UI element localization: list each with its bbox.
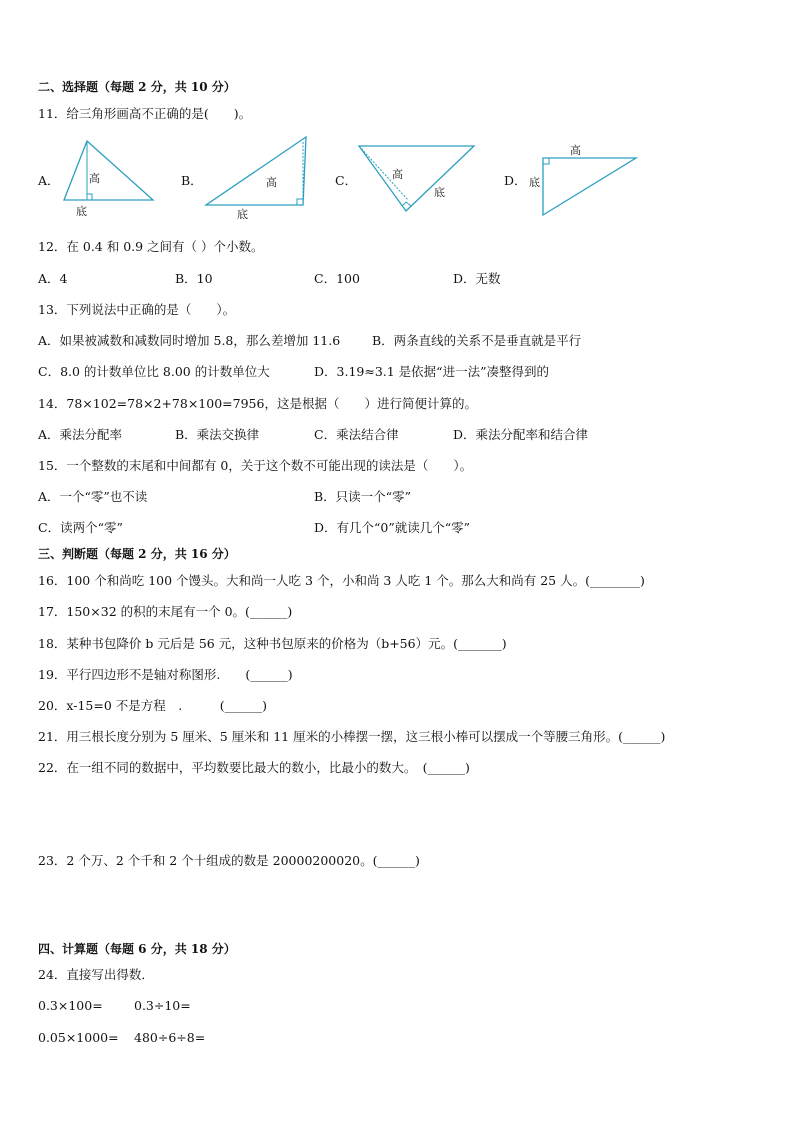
question-12-stem: 12．在 0.4 和 0.9 之间有（ ）个小数。 bbox=[38, 239, 264, 254]
q11-option-a-triangle bbox=[60, 138, 160, 220]
section-heading-calc: 四、计算题（每题 6 分，共 18 分） bbox=[38, 942, 236, 956]
q13-option-c[interactable]: C．8.0 的计数单位比 8.00 的计数单位大 bbox=[38, 364, 270, 379]
calc-item-3: 0.05×1000= bbox=[38, 1030, 119, 1045]
calc-item-4: 480÷6÷8= bbox=[134, 1030, 206, 1045]
q15-option-d[interactable]: D．有几个“0”就读几个“零” bbox=[314, 520, 471, 535]
question-19: 19．平行四边形不是轴对称图形. (______) bbox=[38, 667, 293, 682]
q14-option-c[interactable]: C．乘法结合律 bbox=[314, 427, 399, 442]
question-23: 23．2 个万、2 个千和 2 个十组成的数是 20000200020。(______) bbox=[38, 853, 420, 868]
q12-option-b[interactable]: B．10 bbox=[175, 271, 213, 286]
q11-option-d-label[interactable]: D． bbox=[504, 173, 527, 188]
q11-d-height-text: 高 bbox=[570, 144, 581, 157]
question-22: 22．在一组不同的数据中，平均数要比最大的数小，比最小的数大。 (______) bbox=[38, 760, 470, 775]
calc-item-2: 0.3÷10= bbox=[134, 998, 191, 1013]
q11-c-height-text: 高 bbox=[392, 168, 403, 181]
section-heading-judge: 三、判断题（每题 2 分，共 16 分） bbox=[38, 547, 236, 561]
q11-option-b-triangle bbox=[202, 134, 312, 222]
q14-option-b[interactable]: B．乘法交换律 bbox=[175, 427, 260, 442]
question-21: 21．用三根长度分别为 5 厘米、5 厘米和 11 厘米的小棒摆一摆，这三根小棒可以摆成一个等腰三角形。(______) bbox=[38, 729, 666, 744]
q15-option-a[interactable]: A．一个“零”也不读 bbox=[38, 489, 148, 504]
q11-option-b-label[interactable]: B． bbox=[181, 173, 203, 188]
question-17: 17．150×32 的积的末尾有一个 0。(______) bbox=[38, 604, 293, 619]
calc-item-1: 0.3×100= bbox=[38, 998, 103, 1013]
q13-option-a[interactable]: A．如果被减数和减数同时增加 5.8，那么差增加 11.6 bbox=[38, 333, 341, 348]
q12-option-d[interactable]: D．无数 bbox=[453, 271, 501, 286]
question-24-stem: 24．直接写出得数． bbox=[38, 967, 154, 982]
q15-option-c[interactable]: C．读两个“零” bbox=[38, 520, 123, 535]
q11-option-c-label[interactable]: C． bbox=[335, 173, 358, 188]
q11-a-height-text: 高 bbox=[89, 172, 100, 185]
question-13-stem: 13．下列说法中正确的是（ ）。 bbox=[38, 302, 236, 317]
question-16: 16．100 个和尚吃 100 个馒头。大和尚一人吃 3 个，小和尚 3 人吃 1 个。那么大和尚有 25 人。(________) bbox=[38, 573, 645, 588]
question-15-stem: 15．一个整数的末尾和中间都有 0，关于这个数不可能出现的读法是（ ）。 bbox=[38, 458, 473, 473]
q13-option-d[interactable]: D．3.19≈3.1 是依据“进一法”凑整得到的 bbox=[314, 364, 549, 379]
q12-option-c[interactable]: C．100 bbox=[314, 271, 360, 286]
q11-option-c-triangle bbox=[356, 142, 478, 216]
q11-b-base-text: 底 bbox=[237, 208, 248, 221]
q13-option-b[interactable]: B．两条直线的关系不是垂直就是平行 bbox=[372, 333, 582, 348]
q14-option-a[interactable]: A．乘法分配率 bbox=[38, 427, 123, 442]
q11-c-base-text: 底 bbox=[434, 186, 445, 199]
q11-d-base-text: 底 bbox=[529, 176, 540, 189]
q11-option-a-label[interactable]: A． bbox=[38, 173, 60, 188]
q14-option-d[interactable]: D．乘法分配率和结合律 bbox=[453, 427, 589, 442]
section-heading-choice: 二、选择题（每题 2 分，共 10 分） bbox=[38, 80, 236, 94]
q11-a-base-text: 底 bbox=[76, 205, 87, 218]
question-14-stem: 14．78×102=78×2+78×100=7956，这是根据（ ）进行简便计算的。 bbox=[38, 396, 477, 411]
question-20: 20．x-15=0 不是方程 . (______) bbox=[38, 698, 267, 713]
question-11-stem: 11．给三角形画高不正确的是( )。 bbox=[38, 106, 252, 121]
q15-option-b[interactable]: B．只读一个“零” bbox=[314, 489, 411, 504]
q11-b-height-text: 高 bbox=[266, 176, 277, 189]
q11-option-d-triangle bbox=[526, 140, 640, 220]
q12-option-a[interactable]: A．4 bbox=[38, 271, 68, 286]
question-18: 18．某种书包降价 b 元后是 56 元，这种书包原来的价格为（b+56）元。(_______) bbox=[38, 636, 507, 651]
